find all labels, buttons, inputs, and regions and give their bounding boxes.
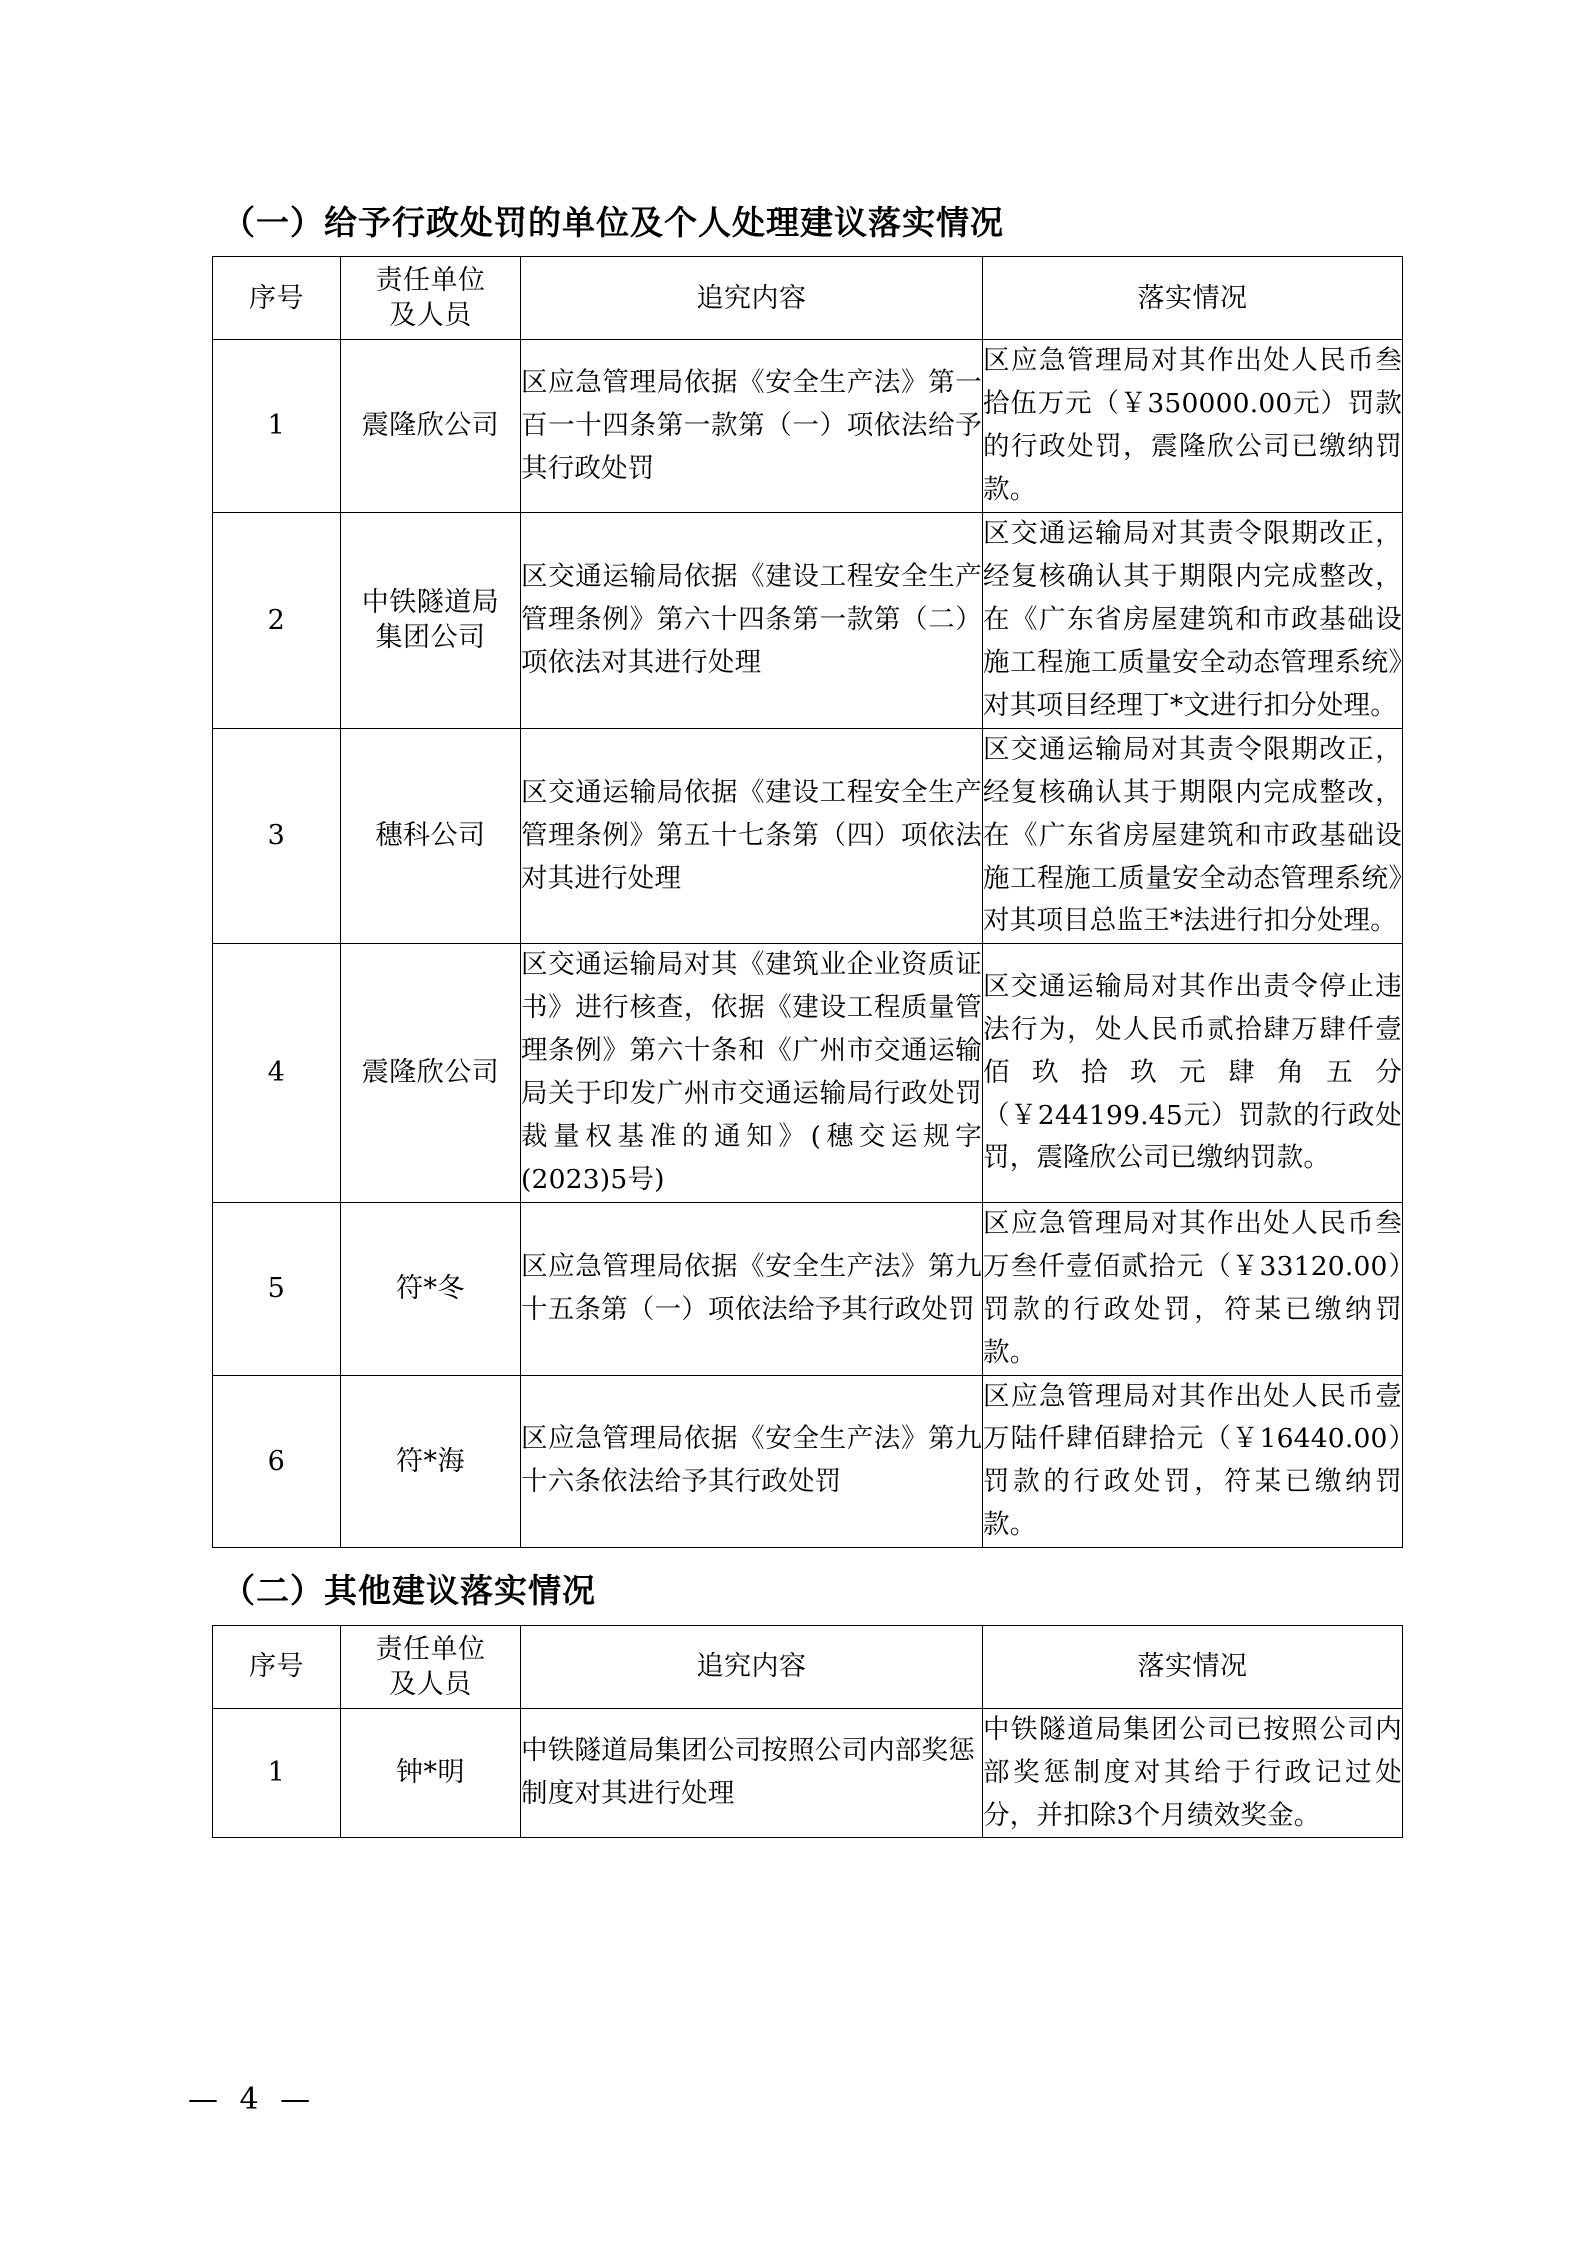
column-header-unit-line2: 及人员 bbox=[389, 300, 472, 332]
row-no: 3 bbox=[213, 728, 341, 944]
table-row bbox=[213, 1708, 1403, 1838]
row-action: 区交通运输局依据《建设工程安全生产管理条例》第五十七条第（四）项依法对其进行处理 bbox=[521, 728, 983, 944]
row-result: 中铁隧道局集团公司已按照公司内部奖惩制度对其给于行政记过处分，并扣除3个月绩效奖金。 bbox=[983, 1708, 1403, 1838]
table-row bbox=[213, 340, 1403, 513]
row-result: 区应急管理局对其作出处人民币叁拾伍万元（￥350000.00元）罚款的行政处罚，震隆欣公司已缴纳罚款。 bbox=[983, 340, 1403, 513]
row-action: 区交通运输局对其《建筑业企业资质证书》进行核查，依据《建设工程质量管理条例》第六十条和《广州市交通运输局关于印发广州市交通运输局行政处罚裁量权基准的通知》(穗交运规字(2023)5号) bbox=[521, 944, 983, 1203]
table-row bbox=[213, 944, 1403, 1203]
table-row bbox=[213, 1375, 1403, 1548]
row-action: 区应急管理局依据《安全生产法》第一百一十四条第一款第（一）项依法给予其行政处罚 bbox=[521, 340, 983, 513]
column-header-result: 落实情况 bbox=[983, 1625, 1403, 1708]
column-header-unit bbox=[341, 257, 521, 340]
row-action: 区应急管理局依据《安全生产法》第九十六条依法给予其行政处罚 bbox=[521, 1375, 983, 1548]
row-result: 区交通运输局对其责令限期改正，经复核确认其于期限内完成整改，在《广东省房屋建筑和市政基础设施工程施工质量安全动态管理系统》对其项目总监王*法进行扣分处理。 bbox=[983, 728, 1403, 944]
row-action: 区应急管理局依据《安全生产法》第九十五条第（一）项依法给予其行政处罚 bbox=[521, 1202, 983, 1375]
row-result: 区应急管理局对其作出处人民币叁万叁仟壹佰贰拾元（￥33120.00）罚款的行政处罚，符某已缴纳罚款。 bbox=[983, 1202, 1403, 1375]
row-no: 2 bbox=[213, 513, 341, 729]
other-measures-table-head bbox=[213, 1625, 1403, 1708]
row-no: 1 bbox=[213, 340, 341, 513]
row-unit: 符*冬 bbox=[341, 1202, 521, 1375]
row-no: 1 bbox=[213, 1708, 341, 1838]
other-measures-table-body bbox=[213, 1708, 1403, 1838]
section-title-two: （二）其他建议落实情况 bbox=[222, 1571, 596, 1611]
section-title-one: （一）给予行政处罚的单位及个人处理建议落实情况 bbox=[222, 203, 1004, 242]
row-result: 区应急管理局对其作出处人民币壹万陆仟肆佰肆拾元（￥16440.00）罚款的行政处罚，符某已缴纳罚款。 bbox=[983, 1375, 1403, 1548]
row-no: 6 bbox=[213, 1375, 341, 1548]
row-no: 4 bbox=[213, 944, 341, 1203]
column-header-unit-line1: 责任单位 bbox=[375, 1633, 486, 1665]
table-header-row bbox=[213, 257, 1403, 340]
row-action: 区交通运输局依据《建设工程安全生产管理条例》第六十四条第一款第（二）项依法对其进行处理 bbox=[521, 513, 983, 729]
row-unit: 钟*明 bbox=[341, 1708, 521, 1838]
table-row bbox=[213, 1202, 1403, 1375]
row-unit-line2: 集团公司 bbox=[375, 622, 486, 654]
column-header-no: 序号 bbox=[213, 1625, 341, 1708]
row-unit-line1: 中铁隧道局 bbox=[361, 586, 500, 618]
column-header-unit-line1: 责任单位 bbox=[375, 265, 486, 297]
penalty-table-body bbox=[213, 340, 1403, 1548]
column-header-action: 追究内容 bbox=[521, 1625, 983, 1708]
row-unit: 震隆欣公司 bbox=[341, 340, 521, 513]
row-unit: 穗科公司 bbox=[341, 728, 521, 944]
table-header-row bbox=[213, 1625, 1403, 1708]
row-unit: 震隆欣公司 bbox=[341, 944, 521, 1203]
table-row bbox=[213, 728, 1403, 944]
page-content bbox=[212, 0, 1402, 1838]
row-unit bbox=[341, 513, 521, 729]
penalty-table-head bbox=[213, 257, 1403, 340]
column-header-unit bbox=[341, 1625, 521, 1708]
row-no: 5 bbox=[213, 1202, 341, 1375]
other-measures-table bbox=[212, 1625, 1403, 1839]
column-header-action: 追究内容 bbox=[521, 257, 983, 340]
page-number: — 4 — bbox=[188, 2082, 317, 2117]
row-unit: 符*海 bbox=[341, 1375, 521, 1548]
row-result: 区交通运输局对其作出责令停止违法行为，处人民币贰拾肆万肆仟壹佰玖拾玖元肆角五分（￥244199.45元）罚款的行政处罚，震隆欣公司已缴纳罚款。 bbox=[983, 944, 1403, 1203]
column-header-no: 序号 bbox=[213, 257, 341, 340]
row-result: 区交通运输局对其责令限期改正，经复核确认其于期限内完成整改，在《广东省房屋建筑和市政基础设施工程施工质量安全动态管理系统》对其项目经理丁*文进行扣分处理。 bbox=[983, 513, 1403, 729]
column-header-result: 落实情况 bbox=[983, 257, 1403, 340]
table-row bbox=[213, 513, 1403, 729]
row-action: 中铁隧道局集团公司按照公司内部奖惩制度对其进行处理 bbox=[521, 1708, 983, 1838]
penalty-table bbox=[212, 256, 1403, 1548]
column-header-unit-line2: 及人员 bbox=[389, 1668, 472, 1700]
